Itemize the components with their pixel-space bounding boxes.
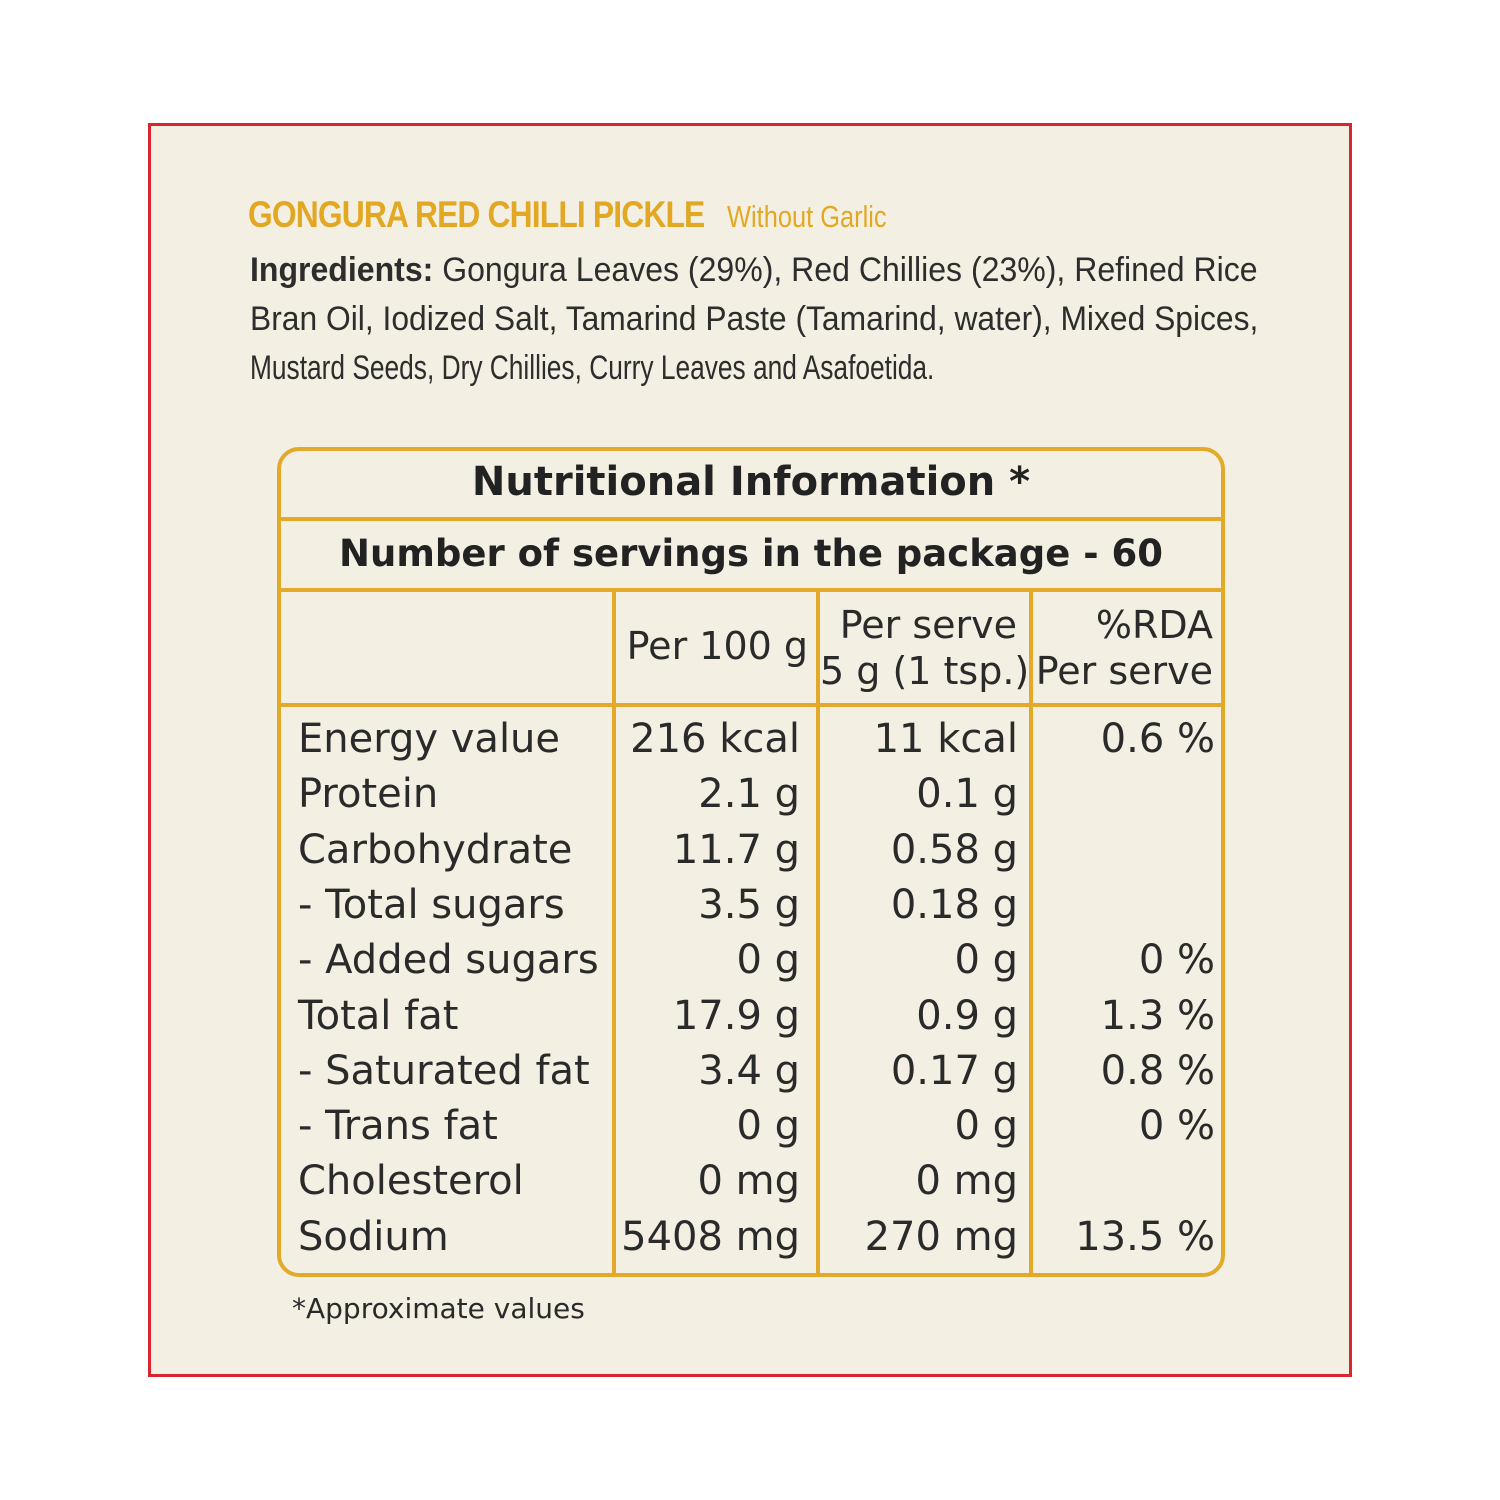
value-per-serve: 0.9 g: [916, 993, 1018, 1039]
value-per-100g: 3.4 g: [698, 1048, 800, 1094]
value-per-100g: 2.1 g: [698, 771, 800, 817]
value-rda: 13.5 %: [1075, 1214, 1215, 1260]
servings-count: Number of servings in the package - 60: [339, 532, 1163, 575]
value-per-100g: 5408 mg: [621, 1214, 800, 1260]
value-per-serve: 0.18 g: [890, 882, 1018, 928]
ingredients-label: Ingredients:: [250, 251, 434, 289]
value-per-100g: 11.7 g: [672, 827, 800, 873]
column-rda-header: %RDA: [1095, 603, 1213, 647]
value-per-serve: 0 mg: [915, 1158, 1018, 1204]
nutrient-name: - Added sugars: [298, 937, 599, 983]
product-name: GONGURA RED CHILLI PICKLE: [248, 194, 705, 235]
footnote: *Approximate values: [292, 1292, 585, 1325]
nutrient-name: Energy value: [298, 716, 561, 762]
value-per-100g: 0 g: [736, 937, 800, 983]
value-per-serve: 0 g: [954, 937, 1018, 983]
value-per-serve: 11 kcal: [873, 716, 1018, 762]
value-rda: 1.3 %: [1100, 993, 1215, 1039]
column-perserve-subheader: 5 g (1 tsp.): [820, 649, 1030, 693]
nutrient-name: Total fat: [298, 993, 459, 1039]
column-perserve-header: Per serve: [839, 603, 1017, 647]
column-per100-header: Per 100 g: [626, 624, 808, 668]
value-per-100g: 0 mg: [697, 1158, 800, 1204]
value-rda: 0 %: [1138, 1103, 1215, 1149]
value-per-serve: 0.58 g: [890, 827, 1018, 873]
nutrient-name: Protein: [298, 771, 439, 817]
table-divider: [277, 588, 1225, 592]
ingredients-line-3: Mustard Seeds, Dry Chillies, Curry Leaves and Asafoetida.: [250, 349, 935, 387]
nutrient-name: Sodium: [298, 1214, 449, 1260]
value-per-100g: 0 g: [736, 1103, 800, 1149]
value-rda: 0.6 %: [1100, 716, 1215, 762]
value-per-serve: 0.17 g: [890, 1048, 1018, 1094]
value-per-serve: 270 mg: [864, 1214, 1018, 1260]
product-title: [248, 194, 922, 236]
nutrient-name: Carbohydrate: [298, 827, 573, 873]
nutrient-name: - Trans fat: [298, 1103, 498, 1149]
nutrient-name: - Saturated fat: [298, 1048, 590, 1094]
product-variant: Without Garlic: [727, 199, 887, 234]
nutrient-name: Cholesterol: [298, 1158, 524, 1204]
value-per-serve: 0 g: [954, 1103, 1018, 1149]
ingredients-line-1: [250, 246, 1258, 295]
table-divider: [277, 703, 1225, 707]
nutrient-name: - Total sugars: [298, 882, 565, 928]
value-per-100g: 17.9 g: [672, 993, 800, 1039]
column-rda-subheader: Per serve: [1035, 649, 1213, 693]
value-per-serve: 0.1 g: [916, 771, 1018, 817]
table-divider: [277, 517, 1225, 521]
value-per-100g: 216 kcal: [630, 716, 800, 762]
ingredients-line-2: Bran Oil, Iodized Salt, Tamarind Paste (Tamarind, water), Mixed Spices,: [250, 300, 1259, 338]
value-rda: 0.8 %: [1100, 1048, 1215, 1094]
column-divider: [1029, 592, 1033, 1277]
nutrition-title: Nutritional Information *: [471, 459, 1031, 505]
ingredients-block: [250, 246, 1258, 393]
ingredients-text: Gongura Leaves (29%), Red Chillies (23%), Refined Rice: [433, 251, 1258, 289]
value-rda: 0 %: [1138, 937, 1215, 983]
value-per-100g: 3.5 g: [698, 882, 800, 928]
